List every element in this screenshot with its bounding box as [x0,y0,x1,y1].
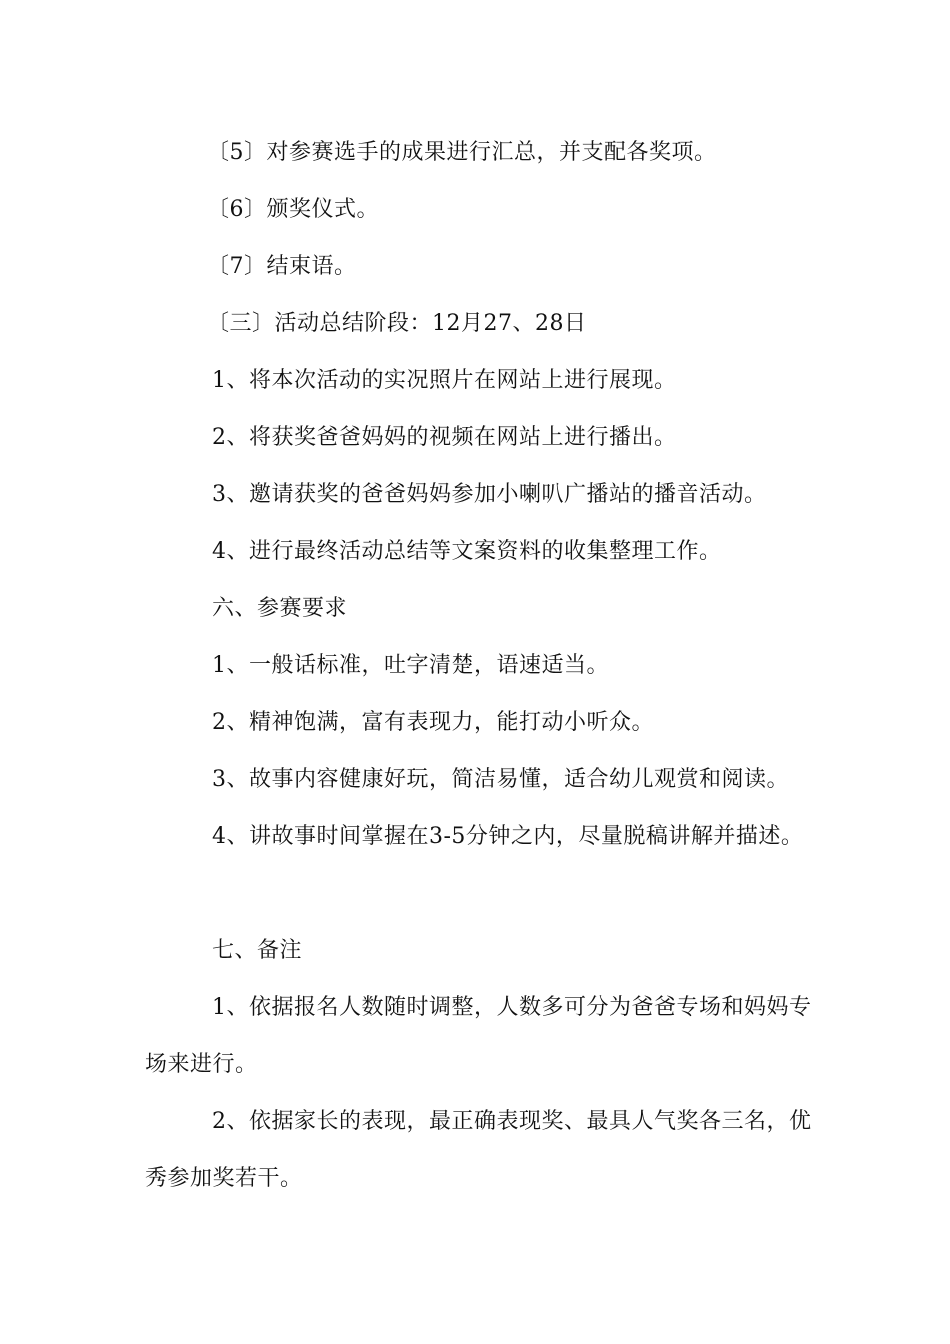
section-heading-requirements: 六、参赛要求 [212,596,348,621]
schedule-item-6: 〔6〕颁奖仪式。 [207,197,379,222]
requirement-item-3: 3、故事内容健康好玩，简洁易懂，适合幼儿观赏和阅读。 [212,767,789,792]
summary-item-1: 1、将本次活动的实况照片在网站上进行展现。 [212,368,677,393]
note-item-2: 2、依据家长的表现，最正确表现奖、最具人气奖各三名，优 [212,1109,812,1134]
summary-stage-heading: 〔三〕活动总结阶段：12月27、28日 [207,311,587,336]
requirement-item-1: 1、一般话标准，吐字清楚，语速适当。 [212,653,609,678]
summary-item-3: 3、邀请获奖的爸爸妈妈参加小喇叭广播站的播音活动。 [212,482,767,507]
summary-item-4: 4、进行最终活动总结等文案资料的收集整理工作。 [212,539,722,564]
requirement-item-2: 2、精神饱满，富有表现力，能打动小听众。 [212,710,654,735]
schedule-item-7: 〔7〕结束语。 [207,254,357,279]
requirement-item-4: 4、讲故事时间掌握在3-5分钟之内，尽量脱稿讲解并描述。 [212,824,804,849]
note-item-1: 1、依据报名人数随时调整，人数多可分为爸爸专场和妈妈专 [212,995,812,1020]
schedule-item-5: 〔5〕对参赛选手的成果进行汇总，并支配各奖项。 [207,140,717,165]
note-item-2-continued: 秀参加奖若干。 [145,1166,303,1191]
section-heading-notes: 七、备注 [212,938,303,963]
note-item-1-continued: 场来进行。 [145,1052,258,1077]
summary-item-2: 2、将获奖爸爸妈妈的视频在网站上进行播出。 [212,425,677,450]
